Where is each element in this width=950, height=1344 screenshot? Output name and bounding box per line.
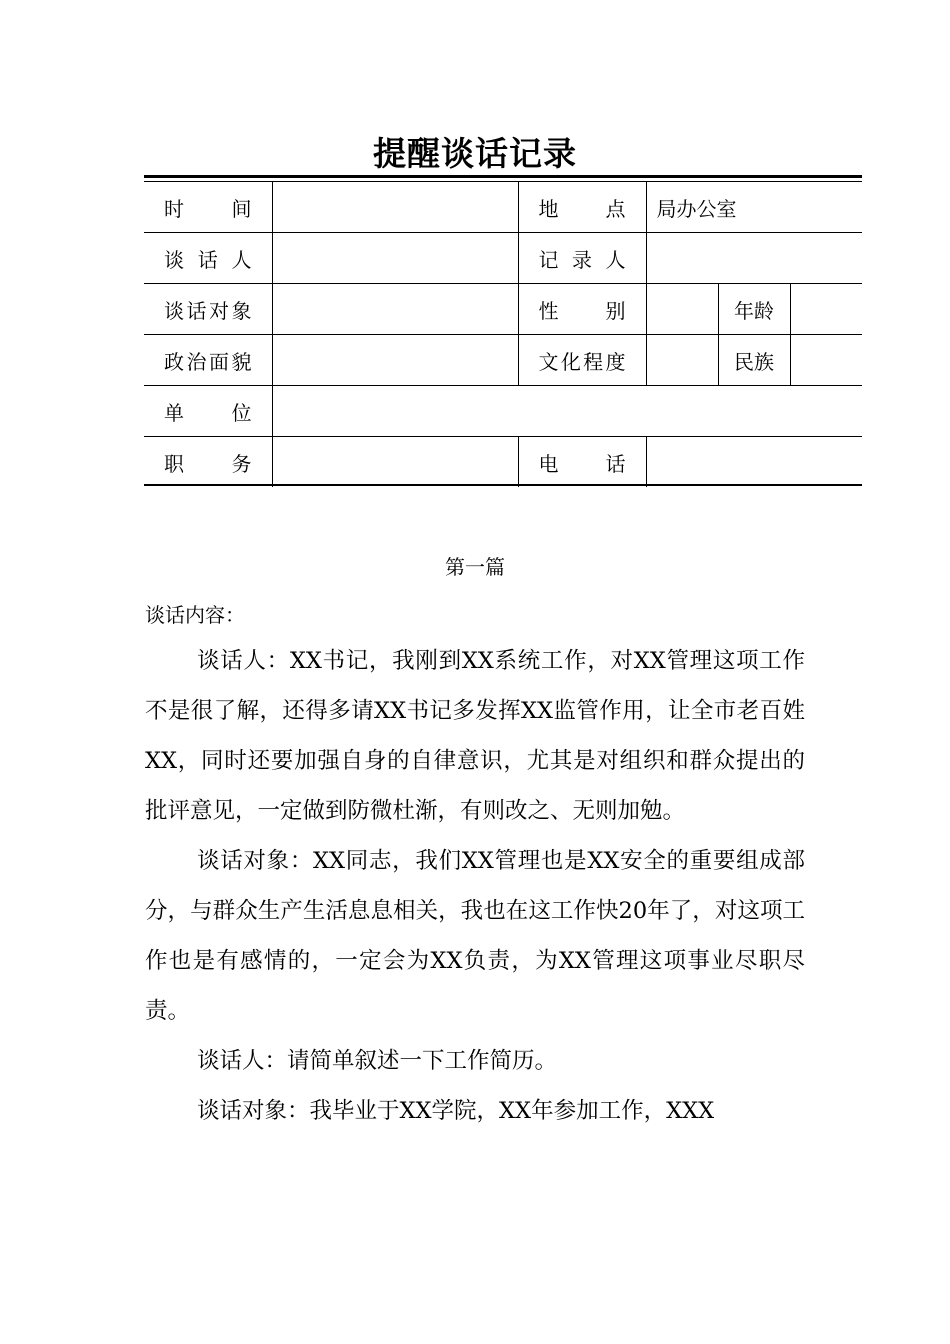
unit-field[interactable] (272, 386, 862, 437)
header-rule-thick (144, 175, 862, 178)
form-row-subject-gender-age (144, 284, 862, 335)
phone-label: 电话 (518, 437, 646, 488)
political-field[interactable] (272, 335, 518, 386)
position-label: 职务 (144, 437, 272, 488)
place-field[interactable]: 局办公室 (646, 182, 862, 233)
time-field[interactable] (272, 182, 518, 233)
subject-label: 谈话对象 (144, 284, 272, 335)
document-title: 提醒谈话记录 (373, 134, 577, 173)
form-row-political-education-ethnicity (144, 335, 862, 386)
political-label: 政治面貌 (144, 335, 272, 386)
unit-label: 单位 (144, 386, 272, 437)
paragraph: 谈话对象：XX同志，我们XX管理也是XX安全的重要组成部分，与群众生产生活息息相关，我也在这工作快20年了，对这项工作也是有感情的，一定会为XX负责，为XX管理这项事业尽职尽责。 (145, 848, 805, 1024)
ethnicity-field[interactable] (790, 335, 862, 386)
form-row-interviewer-recorder (144, 233, 862, 284)
table-bottom-rule (144, 484, 862, 486)
form-row-time-place (144, 182, 862, 233)
ethnicity-label: 民族 (718, 335, 790, 386)
place-label: 地点 (518, 182, 646, 233)
paragraph: 谈话人：请简单叙述一下工作简历。 (197, 1048, 558, 1074)
education-label: 文化程度 (518, 335, 646, 386)
paragraph: 谈话对象：我毕业于XX学院，XX年参加工作，XXX (197, 1098, 715, 1124)
phone-field[interactable] (646, 437, 862, 488)
paragraph: 谈话人：XX书记，我刚到XX系统工作，对XX管理这项工作不是很了解，还得多请XX书记多发挥XX监管作用，让全市老百姓XX，同时还要加强自身的自律意识，尤其是对组织和群众提出的批评意见，一定做到防微杜渐，有则改之、无则加勉。 (145, 648, 805, 824)
subject-field[interactable] (272, 284, 518, 335)
recorder-label: 记录人 (518, 233, 646, 284)
age-label: 年龄 (718, 284, 790, 335)
section-title: 第一篇 (445, 555, 505, 579)
gender-label: 性别 (518, 284, 646, 335)
gender-field[interactable] (646, 284, 718, 335)
content-label: 谈话内容： (145, 603, 245, 627)
position-field[interactable] (272, 437, 518, 488)
interviewer-label: 谈话人 (144, 233, 272, 284)
form-row-unit (144, 386, 862, 437)
form-row-position-phone (144, 437, 862, 488)
age-field[interactable] (790, 284, 862, 335)
time-label: 时间 (164, 196, 252, 221)
interviewer-field[interactable] (272, 233, 518, 284)
education-field[interactable] (646, 335, 718, 386)
info-form-table (144, 182, 862, 487)
recorder-field[interactable] (646, 233, 862, 284)
conversation-body (145, 636, 805, 1136)
